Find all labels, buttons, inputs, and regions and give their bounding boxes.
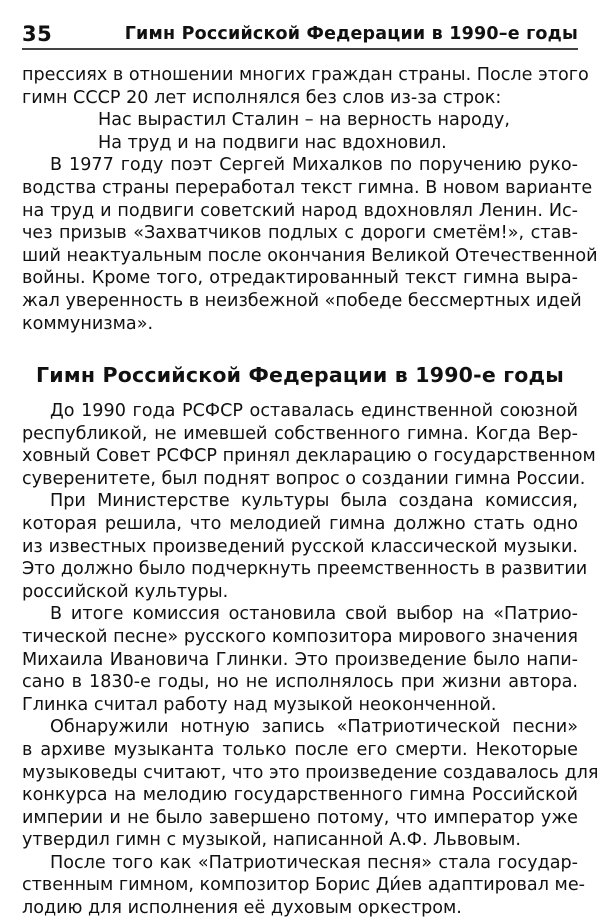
text-line: утвердил гимн с музыкой, написанной А.Ф. Львовым.: [22, 830, 521, 851]
verse-line: На труд и на подвиги нас вдохновил.: [98, 132, 447, 153]
text-line: жал уверенность в неизбежной «победе бессмертных идей: [22, 290, 582, 311]
text-line: ственным гимном, композитор Борис Ди́ев адаптировал ме-: [22, 875, 585, 896]
text-line: ховный Совет РСФСР принял декларацию о государственном: [22, 446, 596, 467]
text-line: конкурса на мелодию государственного гимна Российской: [22, 785, 578, 806]
text-line: До 1990 года РСФСР оставалась единственной союзной: [50, 401, 578, 421]
text-line: российской культуры.: [22, 581, 229, 602]
header-rule: [22, 48, 578, 50]
text-line: Это должно было подчеркнуть преемственность в развитии: [22, 559, 588, 580]
text-line: лодию для исполнения её духовым оркестром.: [22, 898, 462, 919]
text-line: гимн СССР 20 лет исполнялся без слов из-за строк:: [22, 87, 502, 108]
verse-line: Нас вырастил Сталин – на верность народу,: [98, 110, 510, 131]
text-line: в архиве музыканта только после его смерти. Некоторые: [22, 739, 578, 760]
text-line: войны. Кроме того, отредактированный текст гимна выра-: [22, 268, 578, 289]
text-line: чез призыв «Захватчиков подлых с дороги сметём!», став-: [22, 223, 578, 244]
text-line: водства страны переработал текст гимна. В новом варианте: [22, 177, 593, 198]
text-line: музыковеды считают, что это произведение создавалось для: [22, 762, 599, 783]
text-line: После того как «Патриотическая песня» стала государ-: [50, 852, 578, 873]
text-line: сано в 1830-е годы, но не исполнялось при жизни автора.: [22, 672, 578, 693]
text-line: империи и не было завершено потому, что император уже: [22, 807, 578, 828]
text-line: на труд и подвиги советский народ вдохновлял Ленин. Ис-: [22, 200, 578, 221]
running-title: Гимн Российской Федерации в 1990–е годы: [124, 24, 578, 44]
running-header: [22, 18, 578, 46]
text-line: Михаила Ивановича Глинки. Это произведение было напи-: [22, 649, 578, 670]
text-line: которая решила, что мелодией гимна должно стать одно: [22, 513, 578, 534]
text-line: В 1977 году поэт Сергей Михалков по поручению руко-: [50, 155, 578, 176]
text-line: Обнаружили нотную запись «Патриотической песни»: [50, 717, 578, 738]
text-line: ший неактуальным после окончания Великой Отечественной: [22, 245, 598, 266]
text-line: из известных произведений русской классической музыки.: [22, 536, 578, 557]
text-line: тической песне» русского композитора мирового значения: [22, 626, 578, 647]
text-line: При Министерстве культуры была создана комиссия,: [50, 491, 578, 512]
text-line: республикой, не имевшей собственного гимна. Когда Вер-: [22, 423, 578, 444]
text-line: Глинка считал работу над музыкой неоконченной.: [22, 694, 497, 715]
section-body: [22, 400, 599, 920]
section-heading: Гимн Российской Федерации в 1990-е годы: [36, 363, 564, 387]
text-line: прессиях в отношении многих граждан страны. После этого: [22, 65, 589, 85]
text-line: суверенитете, был поднят вопрос о создании гимна России.: [22, 468, 586, 489]
text-line: В итоге комиссия остановила свой выбор на «Патрио-: [50, 604, 578, 625]
intro-text: [22, 64, 598, 335]
page-number: 35: [22, 22, 53, 46]
text-line: коммунизма».: [22, 313, 154, 334]
